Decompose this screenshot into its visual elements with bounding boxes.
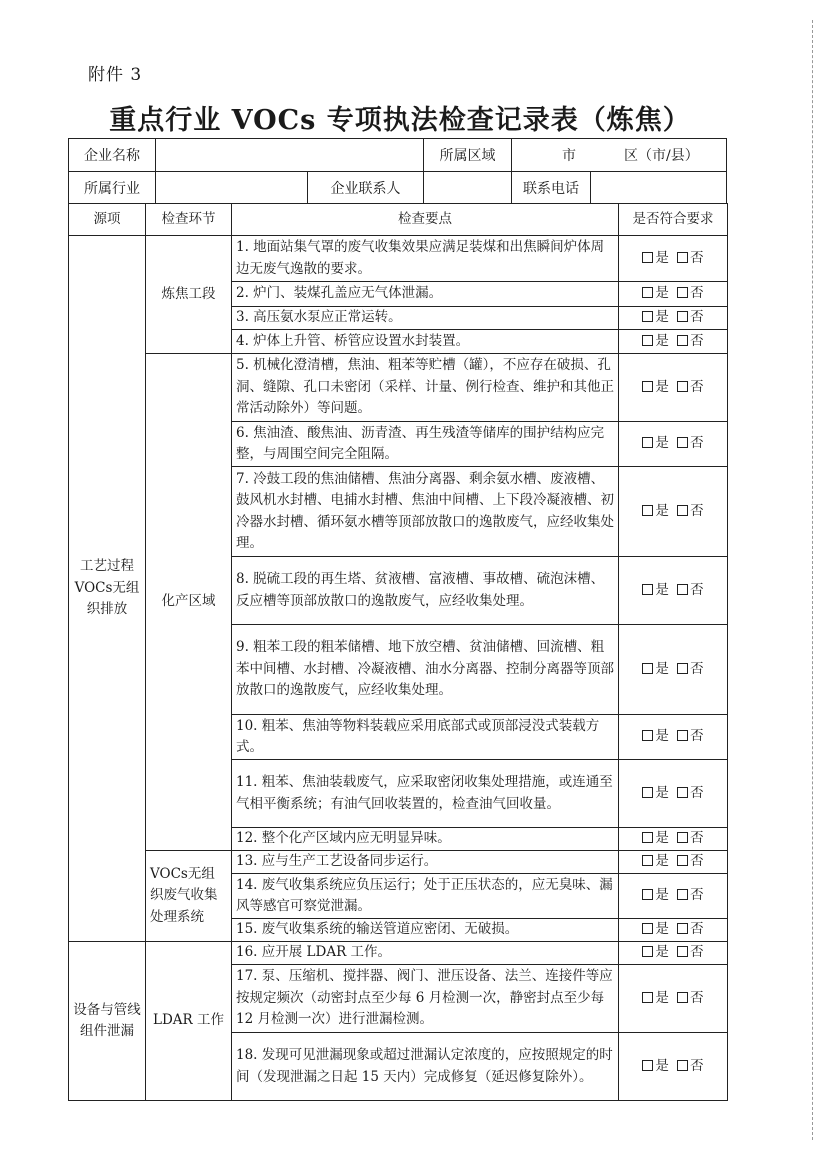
compliance-choice	[619, 307, 728, 330]
compliance-choice	[619, 422, 728, 467]
form-title: 重点行业 VOCs 专项执法检查记录表（炼焦）	[109, 105, 691, 136]
checkbox-icon[interactable]	[642, 505, 653, 516]
region-label-cell	[423, 138, 512, 172]
no-option[interactable]: 否	[677, 853, 704, 869]
no-option[interactable]: 否	[677, 944, 704, 960]
yes-option[interactable]: 是	[642, 333, 669, 349]
no-option[interactable]: 否	[677, 887, 704, 903]
yes-option[interactable]: 是	[642, 728, 669, 744]
check-item: 6. 焦油渣、酸焦油、沥青渣、再生残渣等储库的围护结构应完整，与周围空间完全阻隔。	[232, 422, 619, 467]
no-option[interactable]: 否	[677, 285, 704, 301]
check-item: 8. 脱硫工段的再生塔、贫液槽、富液槽、事故槽、硫泡沫槽、反应槽等顶部放散口的逸散废气，应经收集处理。	[232, 557, 619, 625]
checkbox-icon[interactable]	[677, 584, 688, 595]
compliance-choice	[619, 828, 728, 851]
checkbox-icon[interactable]	[642, 787, 653, 798]
checkbox-icon[interactable]	[677, 335, 688, 346]
checkbox-icon[interactable]	[642, 437, 653, 448]
compliance-choice	[619, 965, 728, 1033]
contact-label-cell	[307, 171, 424, 204]
table-row	[69, 942, 728, 965]
yes-option[interactable]: 是	[642, 1058, 669, 1074]
checkbox-icon[interactable]	[642, 287, 653, 298]
no-option[interactable]: 否	[677, 582, 704, 598]
check-item: 9. 粗苯工段的粗苯储槽、地下放空槽、贫油储槽、回流槽、粗苯中间槽、水封槽、冷凝液槽、油水分离器、控制分离器等顶部放散口的逸散废气，应经收集处理。	[232, 625, 619, 715]
checkbox-icon[interactable]	[677, 1060, 688, 1071]
yes-option[interactable]: 是	[642, 250, 669, 266]
checklist-table	[68, 203, 728, 1101]
yes-option[interactable]: 是	[642, 853, 669, 869]
yes-option[interactable]: 是	[642, 661, 669, 677]
check-item: 2. 炉门、装煤孔盖应无气体泄漏。	[232, 282, 619, 307]
phone-label: 联系电话	[523, 180, 579, 197]
checkbox-icon[interactable]	[677, 287, 688, 298]
checkbox-icon[interactable]	[642, 923, 653, 934]
compliance-choice	[619, 942, 728, 965]
yes-option[interactable]: 是	[642, 830, 669, 846]
checkbox-icon[interactable]	[642, 992, 653, 1003]
yes-option[interactable]: 是	[642, 285, 669, 301]
contact-label: 企业联系人	[330, 180, 401, 197]
table-row	[69, 851, 728, 874]
step-vocs-collection: VOCs无组织废气收集处理系统	[146, 851, 232, 942]
header-row	[69, 204, 728, 236]
checkbox-icon[interactable]	[642, 855, 653, 866]
no-option[interactable]: 否	[677, 333, 704, 349]
compliance-choice	[619, 715, 728, 760]
check-item: 1. 地面站集气罩的废气收集效果应满足装煤和出焦瞬间炉体周边无废气逸散的要求。	[232, 236, 619, 282]
header-source: 源项	[69, 204, 146, 236]
city-label: 市	[562, 148, 576, 164]
no-option[interactable]: 否	[677, 309, 704, 325]
check-item: 5. 机械化澄清槽，焦油、粗苯等贮槽（罐），不应存在破损、孔洞、缝隙、孔口未密闭（采样、计量、例行检查、维护和其他正常活动除外）等问题。	[232, 354, 619, 422]
compliance-choice	[619, 557, 728, 625]
no-option[interactable]: 否	[677, 728, 704, 744]
compliance-choice	[619, 625, 728, 715]
no-option[interactable]: 否	[677, 250, 704, 266]
step-chemical: 化产区域	[146, 354, 232, 851]
checkbox-icon[interactable]	[677, 832, 688, 843]
checkbox-icon[interactable]	[642, 335, 653, 346]
compliance-choice	[619, 919, 728, 942]
check-item: 3. 高压氨水泵应正常运转。	[232, 307, 619, 330]
header-points: 检查要点	[232, 204, 619, 236]
yes-option[interactable]: 是	[642, 990, 669, 1006]
checkbox-icon[interactable]	[642, 730, 653, 741]
checkbox-icon[interactable]	[642, 1060, 653, 1071]
check-item: 15. 废气收集系统的输送管道应密闭、无破损。	[232, 919, 619, 942]
no-option[interactable]: 否	[677, 503, 704, 519]
region-label: 所属区域	[439, 148, 496, 164]
yes-option[interactable]: 是	[642, 944, 669, 960]
no-option[interactable]: 否	[677, 661, 704, 677]
checkbox-icon[interactable]	[642, 889, 653, 900]
step-coking: 炼焦工段	[146, 236, 232, 354]
compliance-choice	[619, 874, 728, 919]
yes-option[interactable]: 是	[642, 582, 669, 598]
no-option[interactable]: 否	[677, 379, 704, 395]
checkbox-icon[interactable]	[642, 252, 653, 263]
phone-field[interactable]	[590, 171, 727, 204]
no-option[interactable]: 否	[677, 830, 704, 846]
yes-option[interactable]: 是	[642, 785, 669, 801]
region-field[interactable]	[511, 138, 727, 172]
compliance-choice	[619, 354, 728, 422]
check-item: 7. 冷鼓工段的焦油储槽、焦油分离器、剩余氨水槽、废液槽、鼓风机水封槽、电捕水封槽、焦油中间槽、上下段冷凝液槽、初冷器水封槽、循环氨水槽等顶部放散口的逸散废气，应经收集处理。	[232, 467, 619, 557]
yes-option[interactable]: 是	[642, 503, 669, 519]
yes-option[interactable]: 是	[642, 379, 669, 395]
check-item: 16. 应开展 LDAR 工作。	[232, 942, 619, 965]
checkbox-icon[interactable]	[677, 311, 688, 322]
header-comply: 是否符合要求	[619, 204, 728, 236]
check-item: 17. 泵、压缩机、搅拌器、阀门、泄压设备、法兰、连接件等应按规定频次（动密封点至少每 6 月检测一次，静密封点至少每 12 月检测一次）进行泄漏检测。	[232, 965, 619, 1033]
no-option[interactable]: 否	[677, 435, 704, 451]
checkbox-icon[interactable]	[677, 787, 688, 798]
yes-option[interactable]: 是	[642, 887, 669, 903]
industry-label-cell	[68, 171, 156, 204]
source-process: 工艺过程VOCs无组织排放	[69, 236, 146, 942]
table-row	[69, 354, 728, 422]
check-item: 13. 应与生产工艺设备同步运行。	[232, 851, 619, 874]
checkbox-icon[interactable]	[677, 381, 688, 392]
contact-field[interactable]	[423, 171, 512, 204]
header-step: 检查环节	[146, 204, 232, 236]
table-row	[69, 236, 728, 282]
checkbox-icon[interactable]	[642, 311, 653, 322]
yes-option[interactable]: 是	[642, 435, 669, 451]
step-ldar: LDAR 工作	[146, 942, 232, 1101]
checkbox-icon[interactable]	[677, 730, 688, 741]
compliance-choice	[619, 1033, 728, 1101]
checkbox-icon[interactable]	[677, 663, 688, 674]
compliance-choice	[619, 851, 728, 874]
phone-label-cell	[511, 171, 591, 204]
checkbox-icon[interactable]	[677, 992, 688, 1003]
compliance-choice	[619, 467, 728, 557]
district-label: 区（市/县）	[624, 148, 699, 164]
check-item: 10. 粗苯、焦油等物料装载应采用底部式或顶部浸没式装载方式。	[232, 715, 619, 760]
checkbox-icon[interactable]	[642, 832, 653, 843]
checkbox-icon[interactable]	[642, 584, 653, 595]
check-item: 11. 粗苯、焦油装载废气，应采取密闭收集处理措施，或连通至气相平衡系统；有油气回收装置的，检查油气回收量。	[232, 760, 619, 828]
check-item: 14. 废气收集系统应负压运行；处于正压状态的，应无臭味、漏风等感官可察觉泄漏。	[232, 874, 619, 919]
no-option[interactable]: 否	[677, 921, 704, 937]
company-name-field[interactable]	[155, 138, 424, 172]
company-name-label-cell	[68, 138, 156, 172]
industry-field[interactable]	[155, 171, 308, 204]
compliance-choice	[619, 282, 728, 307]
compliance-choice	[619, 330, 728, 354]
checkbox-icon[interactable]	[642, 381, 653, 392]
checkbox-icon[interactable]	[642, 946, 653, 957]
source-equipment: 设备与管线组件泄漏	[69, 942, 146, 1101]
compliance-choice	[619, 236, 728, 282]
checkbox-icon[interactable]	[677, 437, 688, 448]
check-item: 4. 炉体上升管、桥管应设置水封装置。	[232, 330, 619, 354]
checkbox-icon[interactable]	[677, 889, 688, 900]
compliance-choice	[619, 760, 728, 828]
no-option[interactable]: 否	[677, 785, 704, 801]
checkbox-icon[interactable]	[677, 252, 688, 263]
yes-option[interactable]: 是	[642, 921, 669, 937]
industry-label: 所属行业	[84, 180, 140, 197]
no-option[interactable]: 否	[677, 990, 704, 1006]
yes-option[interactable]: 是	[642, 309, 669, 325]
checkbox-icon[interactable]	[677, 923, 688, 934]
scan-edge-line	[812, 20, 813, 1140]
check-item: 18. 发现可见泄漏现象或超过泄漏认定浓度的，应按照规定的时间（发现泄漏之日起 15 天内）完成修复（延迟修复除外）。	[232, 1033, 619, 1101]
checkbox-icon[interactable]	[642, 663, 653, 674]
no-option[interactable]: 否	[677, 1058, 704, 1074]
checkbox-icon[interactable]	[677, 505, 688, 516]
checkbox-icon[interactable]	[677, 946, 688, 957]
checkbox-icon[interactable]	[677, 855, 688, 866]
attachment-label: 附件 3	[88, 65, 143, 85]
company-name-label: 企业名称	[84, 148, 140, 164]
check-item: 12. 整个化产区域内应无明显异味。	[232, 828, 619, 851]
